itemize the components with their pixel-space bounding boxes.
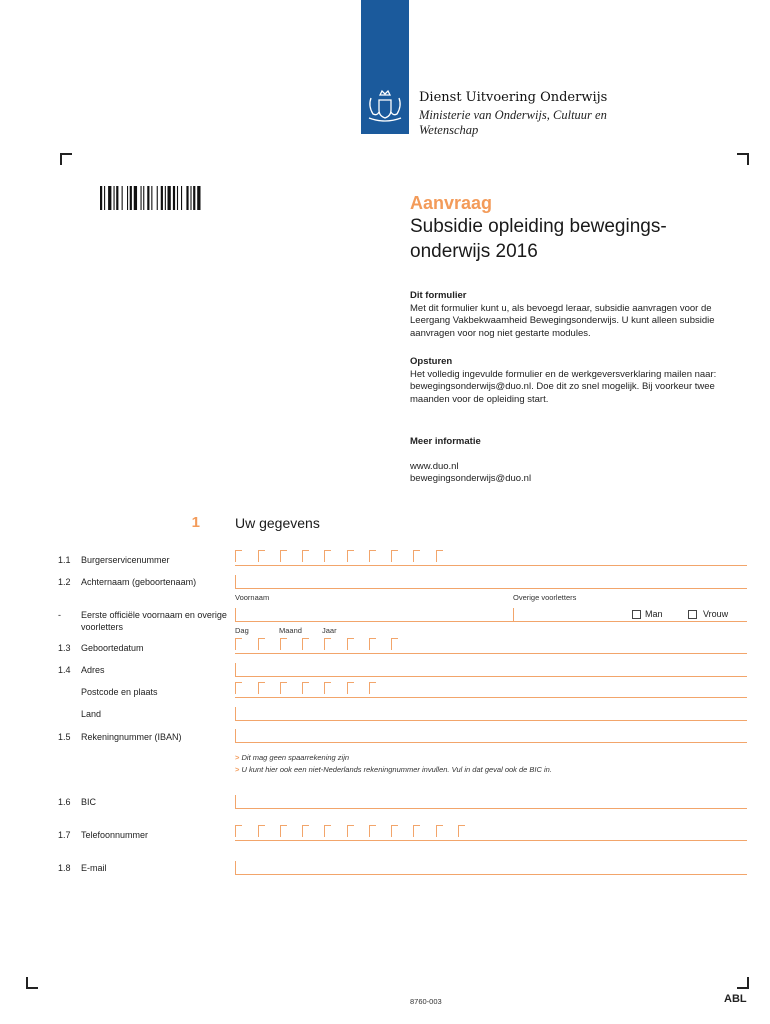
char-box[interactable] [302, 550, 309, 562]
char-box[interactable] [235, 682, 242, 694]
char-box[interactable] [347, 682, 354, 694]
voornaam-sublabel: Voornaam [235, 593, 270, 602]
field-tick [235, 663, 236, 676]
field-number: 1.5 [58, 732, 71, 742]
char-box[interactable] [302, 682, 309, 694]
barcode-bar [161, 186, 163, 210]
birthdate-field[interactable] [235, 653, 747, 654]
barcode-bar [190, 186, 191, 210]
char-box[interactable] [258, 550, 265, 562]
field-number: - [58, 610, 61, 620]
man-checkbox[interactable] [632, 610, 641, 619]
barcode-bar [116, 186, 118, 210]
form-subtitle: Subsidie opleiding bewegings-onderwijs 2016 [410, 216, 667, 262]
iban-hint: > Dit mag geen spaarrekening zijn [235, 753, 350, 762]
postcode-field[interactable] [235, 697, 747, 698]
char-box[interactable] [347, 825, 354, 837]
char-box[interactable] [302, 638, 309, 650]
bic-label: BIC [81, 797, 97, 807]
barcode-bar [151, 186, 152, 210]
char-box[interactable] [324, 682, 331, 694]
barcode-bar [127, 186, 128, 210]
intro-block [410, 356, 745, 406]
overige-voorletters-sublabel: Overige voorletters [513, 593, 577, 602]
intro-heading: Dit formulier [410, 290, 467, 301]
field-number: 1.1 [58, 555, 71, 565]
postcode-label: Postcode en plaats [81, 687, 158, 697]
barcode-bar [104, 186, 105, 210]
field-number: 1.8 [58, 863, 71, 873]
crop-mark [60, 153, 72, 165]
char-box[interactable] [324, 550, 331, 562]
birthdate-label: Geboortedatum [81, 643, 144, 653]
barcode-bar [141, 186, 142, 210]
field-tick [513, 608, 514, 621]
coat-of-arms-icon [365, 86, 405, 124]
iban-label: Rekeningnummer (IBAN) [81, 732, 182, 742]
barcode-bar [168, 186, 171, 210]
intro-text: Het volledig ingevulde formulier en de werkgeversverklaring mailen naar: bewegingsonderwijs@duo.nl. Doe dit zo snel mogelijk. Bij voorkeur twee maanden voor de opleiding start. [410, 368, 717, 405]
char-box[interactable] [369, 682, 376, 694]
barcode-bar [100, 186, 102, 210]
char-box[interactable] [369, 638, 376, 650]
barcode-bar [134, 186, 137, 210]
barcode-bar [108, 186, 111, 210]
char-box[interactable] [324, 825, 331, 837]
char-box[interactable] [436, 550, 443, 562]
char-box[interactable] [458, 825, 465, 837]
crop-mark [737, 153, 749, 165]
char-box[interactable] [436, 825, 443, 837]
barcode-bar [157, 186, 158, 210]
intro-text: Met dit formulier kunt u, als bevoegd leraar, subsidie aanvragen voor de Leergang Vakbekwaamheid Bewegingsonderwijs. U kunt alleen subsidie aanvragen voor nog niet gestarte modules. [410, 302, 715, 339]
char-box[interactable] [347, 638, 354, 650]
field-tick [235, 707, 236, 720]
field-tick [235, 795, 236, 808]
field-tick [235, 608, 236, 621]
char-box[interactable] [369, 550, 376, 562]
bsn-field[interactable] [235, 565, 747, 566]
barcode-bar [197, 186, 200, 210]
vrouw-label: Vrouw [703, 609, 729, 619]
char-box[interactable] [258, 825, 265, 837]
field-tick [235, 861, 236, 874]
surname-field[interactable] [235, 588, 747, 589]
char-box[interactable] [258, 682, 265, 694]
field-tick [235, 729, 236, 742]
field-number: 1.6 [58, 797, 71, 807]
barcode-bar [193, 186, 195, 210]
org-name: Dienst Uitvoering Onderwijs [419, 90, 608, 105]
char-box[interactable] [280, 550, 287, 562]
crop-mark [737, 977, 749, 989]
dag-sublabel: Dag [235, 626, 249, 635]
char-box[interactable] [413, 550, 420, 562]
email-label: E-mail [81, 863, 107, 873]
section-title: Uw gegevens [235, 515, 320, 531]
barcode-bar [147, 186, 149, 210]
char-box[interactable] [235, 550, 242, 562]
form-code: 8760-003 [410, 997, 442, 1006]
barcode-bar [173, 186, 175, 210]
barcode-bar [143, 186, 144, 210]
intro-block [410, 290, 745, 340]
intro-text: www.duo.nl bewegingsonderwijs@duo.nl [410, 460, 532, 484]
vrouw-checkbox[interactable] [688, 610, 697, 619]
field-number: 1.7 [58, 830, 71, 840]
form-abl: ABL [724, 993, 747, 1005]
bic-field[interactable] [235, 808, 747, 809]
maand-sublabel: Maand [279, 626, 302, 635]
char-box[interactable] [369, 825, 376, 837]
intro-heading: Meer informatie [410, 435, 481, 447]
phone-field[interactable] [235, 840, 747, 841]
address-label: Adres [81, 665, 105, 675]
iban-field[interactable] [235, 742, 747, 743]
barcode-bar [122, 186, 123, 210]
field-number: 1.3 [58, 643, 71, 653]
barcode-bar [114, 186, 115, 210]
char-box[interactable] [413, 825, 420, 837]
char-box[interactable] [391, 825, 398, 837]
firstname-label: Eerste officiële voornaam en overige voorletters [81, 610, 227, 632]
char-box[interactable] [391, 550, 398, 562]
intro-block [410, 423, 745, 486]
email-field[interactable] [235, 874, 747, 875]
phone-label: Telefoonnummer [81, 830, 149, 840]
field-number: 1.2 [58, 577, 71, 587]
char-box[interactable] [235, 638, 242, 650]
bsn-label: Burgerservicenummer [81, 555, 170, 565]
barcode-bar [181, 186, 182, 210]
man-label: Man [645, 609, 663, 619]
char-box[interactable] [302, 825, 309, 837]
barcode [100, 186, 230, 210]
field-number: 1.4 [58, 665, 71, 675]
section-number: 1 [191, 514, 200, 531]
jaar-sublabel: Jaar [322, 626, 337, 635]
ministry-name: Ministerie van Onderwijs, Cultuur en Wetenschap [419, 108, 607, 137]
firstname-field[interactable] [235, 621, 747, 622]
char-box[interactable] [280, 638, 287, 650]
crop-mark [26, 977, 38, 989]
char-box[interactable] [235, 825, 242, 837]
char-box[interactable] [391, 638, 398, 650]
barcode-bar [186, 186, 188, 210]
country-field[interactable] [235, 720, 747, 721]
barcode-bar [165, 186, 166, 210]
char-box[interactable] [347, 550, 354, 562]
char-box[interactable] [280, 682, 287, 694]
char-box[interactable] [258, 638, 265, 650]
intro-heading: Opsturen [410, 356, 453, 367]
surname-label: Achternaam (geboortenaam) [81, 577, 197, 587]
char-box[interactable] [324, 638, 331, 650]
form-title: Aanvraag [410, 193, 493, 213]
char-box[interactable] [280, 825, 287, 837]
address-field[interactable] [235, 676, 747, 677]
barcode-bar [130, 186, 132, 210]
barcode-bar [177, 186, 178, 210]
iban-hint: > U kunt hier ook een niet-Nederlands rekeningnummer invullen. Vul in dat geval ook de BIC in. [235, 765, 552, 774]
field-tick [235, 575, 236, 588]
country-label: Land [81, 709, 102, 719]
